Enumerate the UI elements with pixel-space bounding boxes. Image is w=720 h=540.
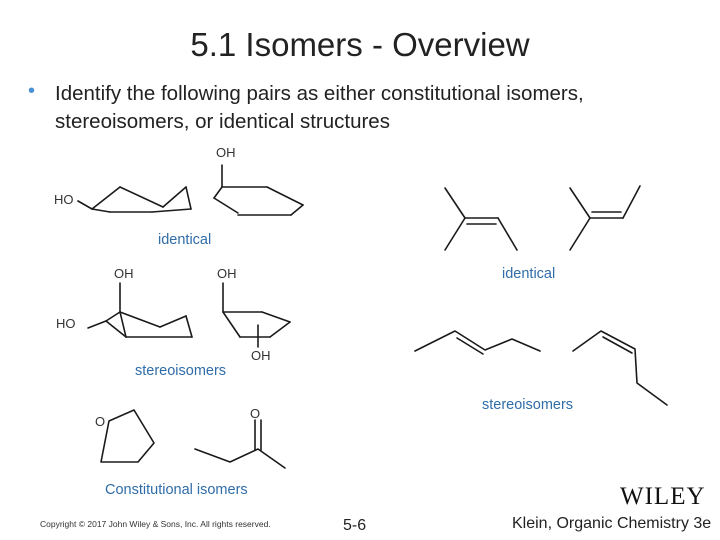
atom-label: OH	[251, 348, 271, 363]
atom-label: OH	[217, 266, 237, 281]
copyright-text: Copyright © 2017 John Wiley & Sons, Inc. All rights reserved.	[40, 519, 271, 529]
answer-pair4: stereoisomers	[482, 397, 574, 413]
atom-label: HO	[54, 192, 74, 207]
page-number: 5-6	[343, 517, 367, 534]
alkene-top-right	[570, 186, 640, 250]
atom-label: O	[250, 406, 261, 421]
alkene-chain-left	[415, 331, 540, 354]
bullet-marker: •	[28, 80, 36, 102]
answer-pair5: Constitutional isomers	[105, 482, 248, 498]
answer-pair1: identical	[158, 232, 212, 248]
cyclohexanol-chair-equatorial	[78, 187, 191, 212]
alkene-top-left	[445, 188, 517, 250]
atom-label: OH	[114, 266, 134, 281]
atom-label: OH	[216, 145, 236, 160]
book-credit: Klein, Organic Chemistry 3e	[512, 515, 712, 532]
butanone	[195, 420, 285, 468]
alkene-chain-right	[573, 331, 667, 405]
tetrahydrofuran-ring	[101, 410, 154, 462]
atom-label: HO	[56, 316, 76, 331]
atom-label: O	[95, 414, 106, 429]
cyclohexanol-chair-axial	[214, 165, 303, 215]
bullet-text: Identify the following pairs as either constitutional isomers, stereoisomers, or identical structures	[55, 82, 584, 133]
wiley-logo: WILEY	[620, 483, 706, 510]
answer-pair3: stereoisomers	[135, 363, 227, 379]
diol-chair-left	[88, 283, 192, 337]
diol-chair-right	[223, 283, 290, 347]
slide-title: 5.1 Isomers - Overview	[190, 26, 530, 63]
answer-pair2: identical	[502, 266, 556, 282]
